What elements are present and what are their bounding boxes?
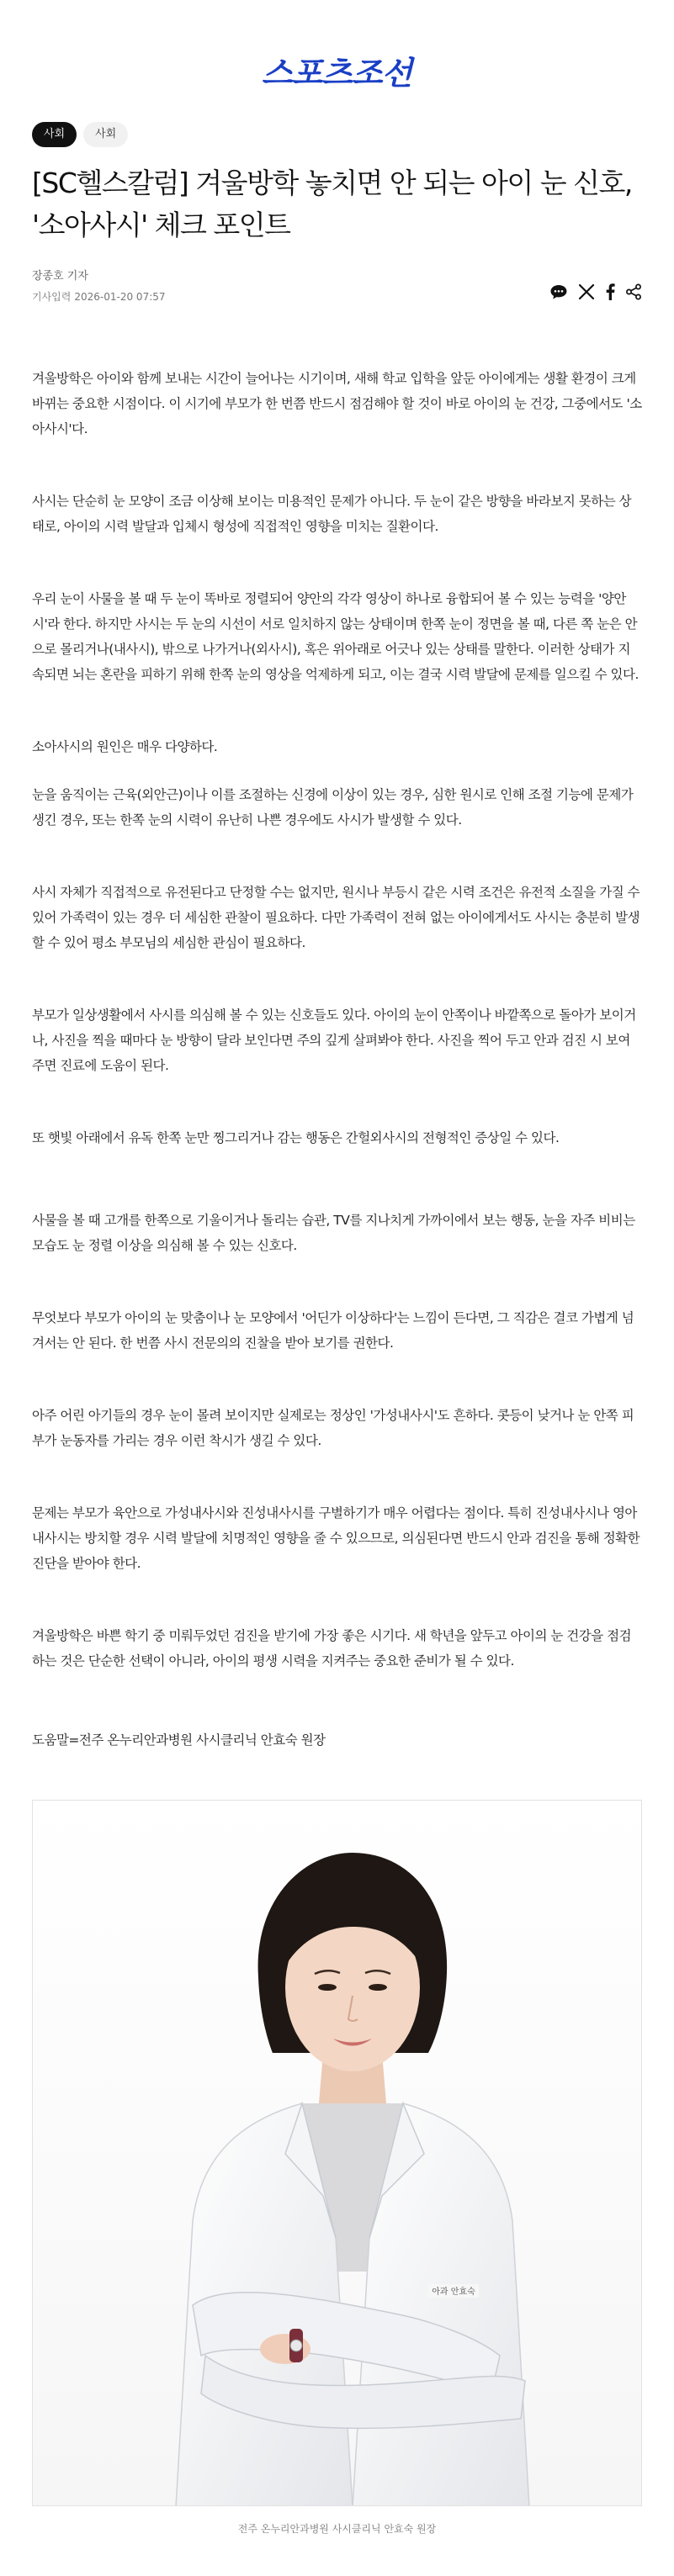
paragraph: 사시 자체가 직접적으로 유전된다고 단정할 수는 없지만, 원시나 부등시 같은 시력 조건은 유전적 소질을 가질 수 있어 가족력이 있는 경우 더 세심한 관찰이 필요하다. 다만 가족력이 전혀 없는 아이에게서도 사시는 충분히 발생할 수 있어 평소 부모님의 세심한 관심이 필요하다. [32,885,640,950]
paragraph: 문제는 부모가 육안으로 가성내사시와 진성내사시를 구별하기가 매우 어렵다는 점이다. 특히 진성내사시나 영아내사시는 방치할 경우 시력 발달에 치명적인 영향을 줄 수 있으므로, 의심된다면 반드시 안과 검진을 통해 정확한 진단을 받아야 한다. [32,1505,640,1571]
tag-list [32,122,642,147]
comment-icon[interactable] [549,283,568,300]
x-icon[interactable] [578,283,595,300]
paragraph: 우리 눈이 사물을 볼 때 두 눈이 똑바로 정렬되어 양안의 각각 영상이 하나로 융합되어 볼 수 있는 능력을 '양안시'라 한다. 하지만 사시는 두 눈의 시선이 서로 일치하지 않는 상태이며 한쪽 눈이 정면을 볼 때, 다른 쪽 눈은 안으로 몰리거나(내사시), 밖으로 나가거나(외사시), 혹은 위아래로 어긋나 있는 상태를 말한다. 이러한 상태가 지속되면 뇌는 혼란을 피하기 위해 한쪽 눈의 영상을 억제하게 되고, 이는 결국 시력 발달에 문제를 일으킬 수 있다. [32,591,639,682]
paragraph: 또 햇빛 아래에서 유독 한쪽 눈만 찡그리거나 감는 행동은 간헐외사시의 전형적인 증상일 수 있다. [32,1130,560,1145]
share-bar [549,283,642,300]
share-icon[interactable] [625,283,642,300]
paragraph: 사시는 단순히 눈 모양이 조금 이상해 보이는 미용적인 문제가 아니다. 두 눈이 같은 방향을 바라보지 못하는 상태로, 아이의 시력 발달과 입체시 형성에 직접적인 영향을 미치는 질환이다. [32,494,632,534]
doctor-portrait-image [33,1801,642,2506]
article-title: [SC헬스칼럼] 겨울방학 놓치면 안 되는 아이 눈 신호, '소아사시' 체크 포인트 [32,167,632,241]
paragraph: 부모가 일상생활에서 사시를 의심해 볼 수 있는 신호들도 있다. 아이의 눈이 안쪽이나 바깥쪽으로 돌아가 보이거나, 사진을 찍을 때마다 눈 방향이 달라 보인다면 주의 깊게 살펴봐야 한다. 사진을 찍어 두고 안과 검진 시 보여주면 진료에 도움이 된다. [32,1008,636,1073]
article-body [32,366,642,2536]
paragraph: 아주 어린 아기들의 경우 눈이 몰려 보이지만 실제로는 정상인 '가성내사시'도 흔하다. 콧등이 낮거나 눈 안쪽 피부가 눈동자를 가리는 경우 이런 착시가 생길 수 있다. [32,1408,634,1448]
coat-name-badge: 아과 안효숙 [432,2288,475,2297]
logo[interactable] [236,52,438,93]
paragraph: 겨울방학은 아이와 함께 보내는 시간이 늘어나는 시기이며, 새해 학교 입학을 앞둔 아이에게는 생활 환경이 크게 바뀌는 중요한 시점이다. 이 시기에 부모가 한 번쯤 반드시 점검해야 할 것이 바로 아이의 눈 건강, 그중에서도 '소아사시'다. [32,371,642,436]
facebook-icon[interactable] [605,283,615,300]
date-value: 2026-01-20 07:57 [74,291,166,303]
date-label: 기사입력 [32,291,72,303]
paragraph: 눈을 움직이는 근육(외안근)이나 이를 조절하는 신경에 이상이 있는 경우, 심한 원시로 인해 조절 기능에 문제가 생긴 경우, 또는 한쪽 눈의 시력이 유난히 나쁜 경우에도 사시가 발생할 수 있다. [32,787,634,828]
paragraph: 사물을 볼 때 고개를 한쪽으로 기울이거나 돌리는 습관, TV를 지나치게 가까이에서 보는 행동, 눈을 자주 비비는 모습도 눈 정렬 이상을 의심해 볼 수 있는 신호다. [32,1213,635,1253]
byline [32,267,642,307]
article [32,122,642,2536]
section-tag[interactable]: 사회 [83,122,128,147]
category-tag[interactable]: 사회 [32,122,77,147]
paragraph: 무엇보다 부모가 아이의 눈 맞춤이나 눈 모양에서 '어딘가 이상하다'는 느낌이 든다면, 그 직감은 결코 가볍게 넘겨서는 안 된다. 한 번쯤 사시 전문의의 진찰을 받아 보기를 권한다. [32,1310,634,1351]
reporter-name[interactable]: 장종호 기자 [32,270,88,283]
doctor-photo [32,1800,642,2506]
paragraph: 겨울방학은 바쁜 학기 중 미뤄두었던 검진을 받기에 가장 좋은 시기다. 새 학년을 앞두고 아이의 눈 건강을 점검하는 것은 단순한 선택이 아니라, 아이의 평생 시력을 지켜주는 중요한 준비가 될 수 있다. [32,1628,632,1669]
paragraph: 소아사시의 원인은 매우 다양하다. [32,739,218,754]
source-note: 도움말=전주 온누리안과병원 사시클리닉 안효숙 원장 [32,1732,326,1748]
logo-text: 스포츠조선 [261,55,412,92]
photo-caption: 전주 온누리안과병원 사시클리닉 안효숙 원장 [237,2523,437,2535]
site-header [0,0,674,92]
